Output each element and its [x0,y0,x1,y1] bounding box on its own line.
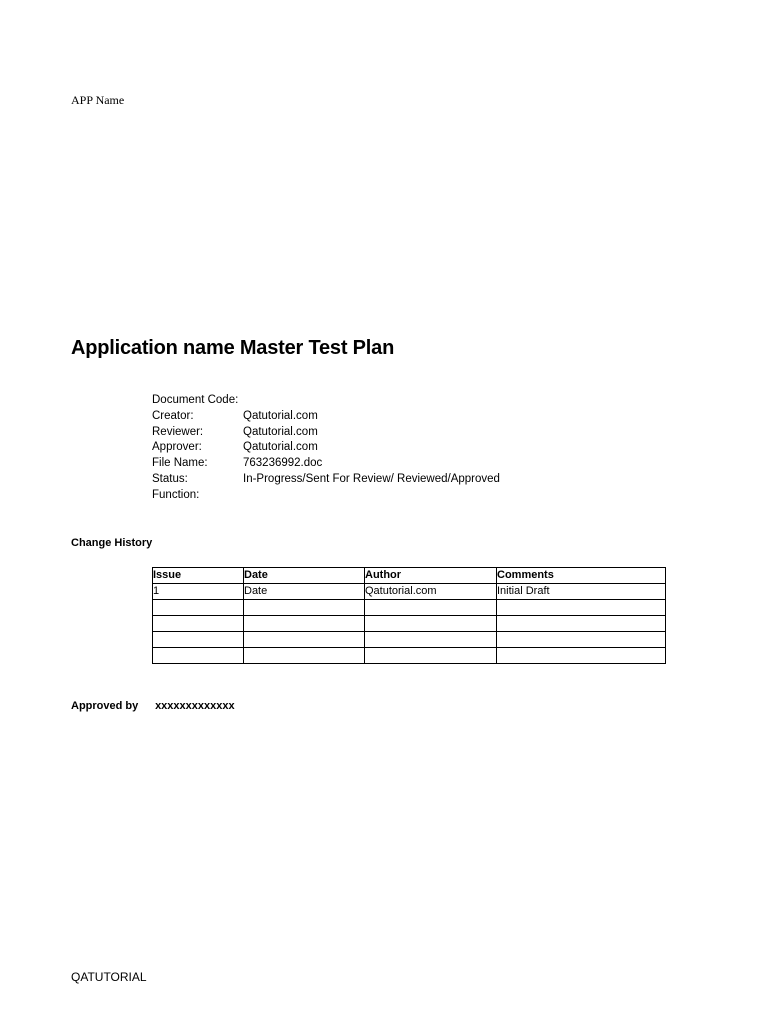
table-cell [365,648,497,664]
document-title: Application name Master Test Plan [71,337,395,359]
table-row [153,616,666,632]
table-header-row [153,568,666,584]
change-history-table [152,567,666,664]
meta-row-reviewer [152,425,500,441]
table-cell [153,616,244,632]
table-cell [244,648,365,664]
column-header-author: Author [365,568,497,584]
column-header-comments: Comments [497,568,666,584]
header-app-name: APP Name [71,93,125,107]
table-cell: Initial Draft [497,584,666,600]
meta-row-file-name [152,456,500,472]
table-cell [365,600,497,616]
approved-by-value: xxxxxxxxxxxxx [155,700,235,712]
table-cell [497,632,666,648]
meta-label: Status: [152,472,188,485]
meta-label: Document Code: [152,394,239,406]
table-cell [153,632,244,648]
approved-by-label: Approved by [71,700,139,712]
table-row [153,600,666,616]
table-row [153,648,666,664]
table-cell: Date [244,584,365,600]
table-cell [244,616,365,632]
table-cell [497,648,666,664]
meta-value: 763236992.doc [243,457,323,470]
approval-line [71,699,235,714]
table-row [153,632,666,648]
meta-value: Qatutorial.com [243,409,318,422]
table-cell [244,632,365,648]
meta-row-status [152,472,500,488]
meta-label: File Name: [152,457,208,470]
column-header-date: Date [244,568,365,584]
meta-value: Qatutorial.com [243,425,318,438]
table-cell: Qatutorial.com [365,584,497,600]
table-cell: 1 [153,584,244,600]
meta-value: Qatutorial.com [243,441,318,454]
meta-value: In-Progress/Sent For Review/ Reviewed/Approved [243,472,500,485]
table-cell [153,648,244,664]
meta-label: Reviewer: [152,425,204,438]
table-cell [497,600,666,616]
meta-label: Approver: [152,441,202,454]
table-row [153,584,666,600]
meta-row-document-code [152,393,500,409]
table-cell [497,616,666,632]
meta-label: Creator: [152,409,194,422]
meta-row-creator [152,409,500,425]
table-cell [153,600,244,616]
table-cell [365,632,497,648]
meta-row-approver [152,440,500,456]
footer-text: QATUTORIAL [71,970,147,984]
column-header-issue: Issue [153,568,244,584]
change-history-heading: Change History [71,537,153,549]
document-metadata [152,393,500,504]
meta-row-function [152,488,500,504]
table-cell [365,616,497,632]
meta-label: Function: [152,488,200,501]
table-cell [244,600,365,616]
